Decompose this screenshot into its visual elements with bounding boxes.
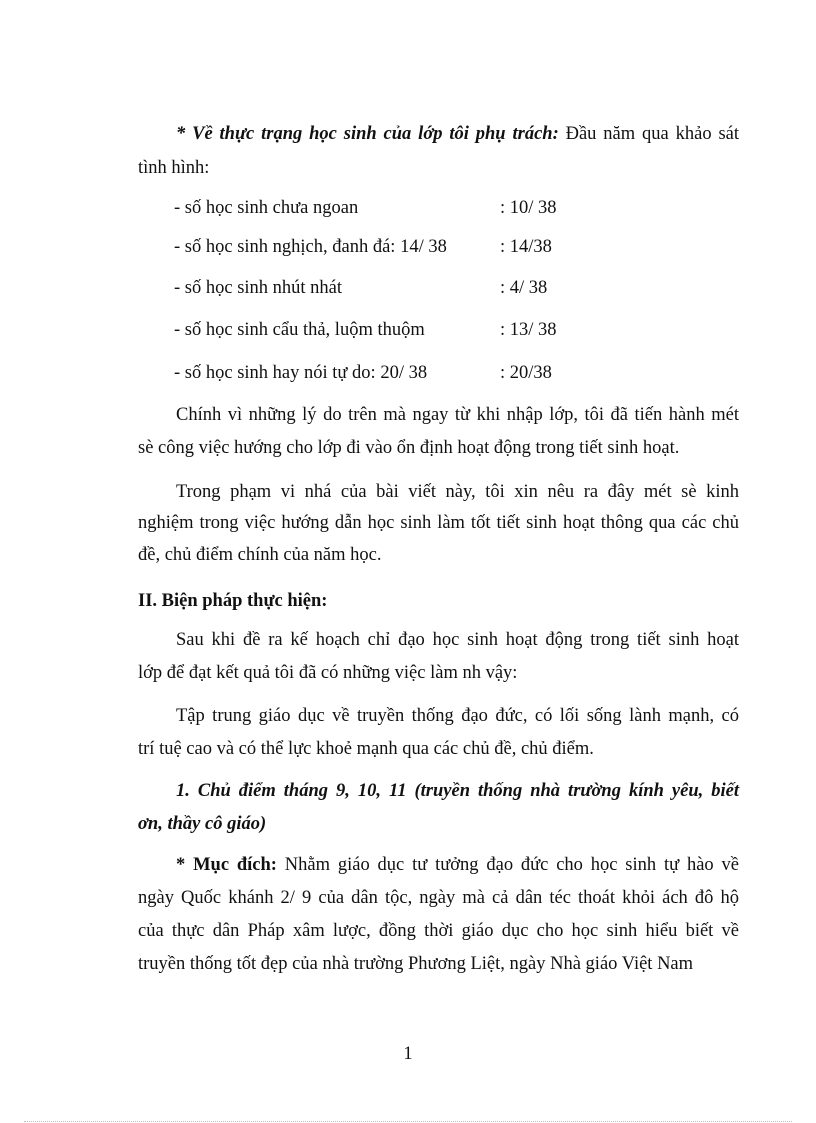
survey-intro-continued: tình hình: bbox=[138, 158, 210, 178]
paragraph-1-line-2: sè công việc hướng cho lớp đi vào ổn định hoạt động trong tiết sinh hoạt. bbox=[138, 438, 680, 458]
paragraph-4-line-2: trí tuệ cao và có thể lực khoẻ mạnh qua các chủ đề, chủ điểm. bbox=[138, 739, 594, 759]
paragraph-2-line-3: đề, chủ điểm chính của năm học. bbox=[138, 545, 382, 565]
page-bottom-divider bbox=[24, 1121, 792, 1122]
survey-intro-text: Đầu năm qua khảo sát bbox=[558, 124, 739, 144]
stat-label-shy: - số học sinh nhút nhát bbox=[174, 278, 343, 298]
section-2-heading: II. Biện pháp thực hiện: bbox=[138, 591, 328, 611]
paragraph-2-line-2: nghiệm trong việc hướng dẫn học sinh làm tốt tiết sinh hoạt thông qua các chủ bbox=[138, 513, 739, 533]
survey-heading-line bbox=[176, 122, 739, 146]
stat-value-disobedient: : 10/ 38 bbox=[500, 198, 557, 218]
stat-label-careless: - số học sinh cẩu thả, luộm thuộm bbox=[174, 320, 425, 340]
purpose-line-4: truyền thống tốt đẹp của nhà trường Phương Liệt, ngày Nhà giáo Việt Nam bbox=[138, 954, 694, 974]
survey-heading: * Về thực trạng học sinh của lớp tôi phụ trách: bbox=[176, 124, 559, 144]
paragraph-3-line-2: lớp để đạt kết quả tôi đã có những việc làm nh vậy: bbox=[138, 663, 518, 683]
stat-value-naughty: : 14/38 bbox=[500, 237, 552, 257]
stat-value-careless: : 13/ 38 bbox=[500, 320, 557, 340]
paragraph-4-line-1: Tập trung giáo dục về truyền thống đạo đức, có lối sống lành mạnh, có bbox=[176, 706, 739, 726]
subsection-1-heading-line-2: ơn, thầy cô giáo) bbox=[138, 814, 267, 834]
stat-label-disobedient: - số học sinh chưa ngoan bbox=[174, 198, 359, 218]
purpose-line-1 bbox=[176, 853, 739, 877]
paragraph-2-line-1: Trong phạm vi nhá của bài viết này, tôi xin nêu ra đây mét sè kinh bbox=[176, 482, 739, 502]
paragraph-1-line-1: Chính vì những lý do trên mà ngay từ khi nhập lớp, tôi đã tiến hành mét bbox=[176, 405, 739, 425]
purpose-line-2: ngày Quốc khánh 2/ 9 của dân tộc, ngày mà cả dân téc thoát khỏi ách đô hộ bbox=[138, 888, 739, 908]
purpose-line-3: của thực dân Pháp xâm lược, đồng thời giáo dục cho học sinh hiểu biết về bbox=[138, 921, 739, 941]
subsection-1-heading-line-1: 1. Chủ điểm tháng 9, 10, 11 (truyền thống nhà trường kính yêu, biết bbox=[176, 781, 739, 801]
stat-label-talkative: - số học sinh hay nói tự do: 20/ 38 bbox=[174, 363, 428, 383]
stat-value-shy: : 4/ 38 bbox=[500, 278, 548, 298]
purpose-text: Nhằm giáo dục tư tưởng đạo đức cho học sinh tự hào về bbox=[276, 855, 739, 875]
paragraph-3-line-1: Sau khi đề ra kế hoạch chỉ đạo học sinh hoạt động trong tiết sinh hoạt bbox=[176, 630, 739, 650]
stat-value-talkative: : 20/38 bbox=[500, 363, 552, 383]
purpose-label: * Mục đích: bbox=[176, 855, 277, 875]
page-number: 1 bbox=[403, 1044, 413, 1064]
stat-label-naughty: - số học sinh nghịch, đanh đá: 14/ 38 bbox=[174, 237, 447, 257]
